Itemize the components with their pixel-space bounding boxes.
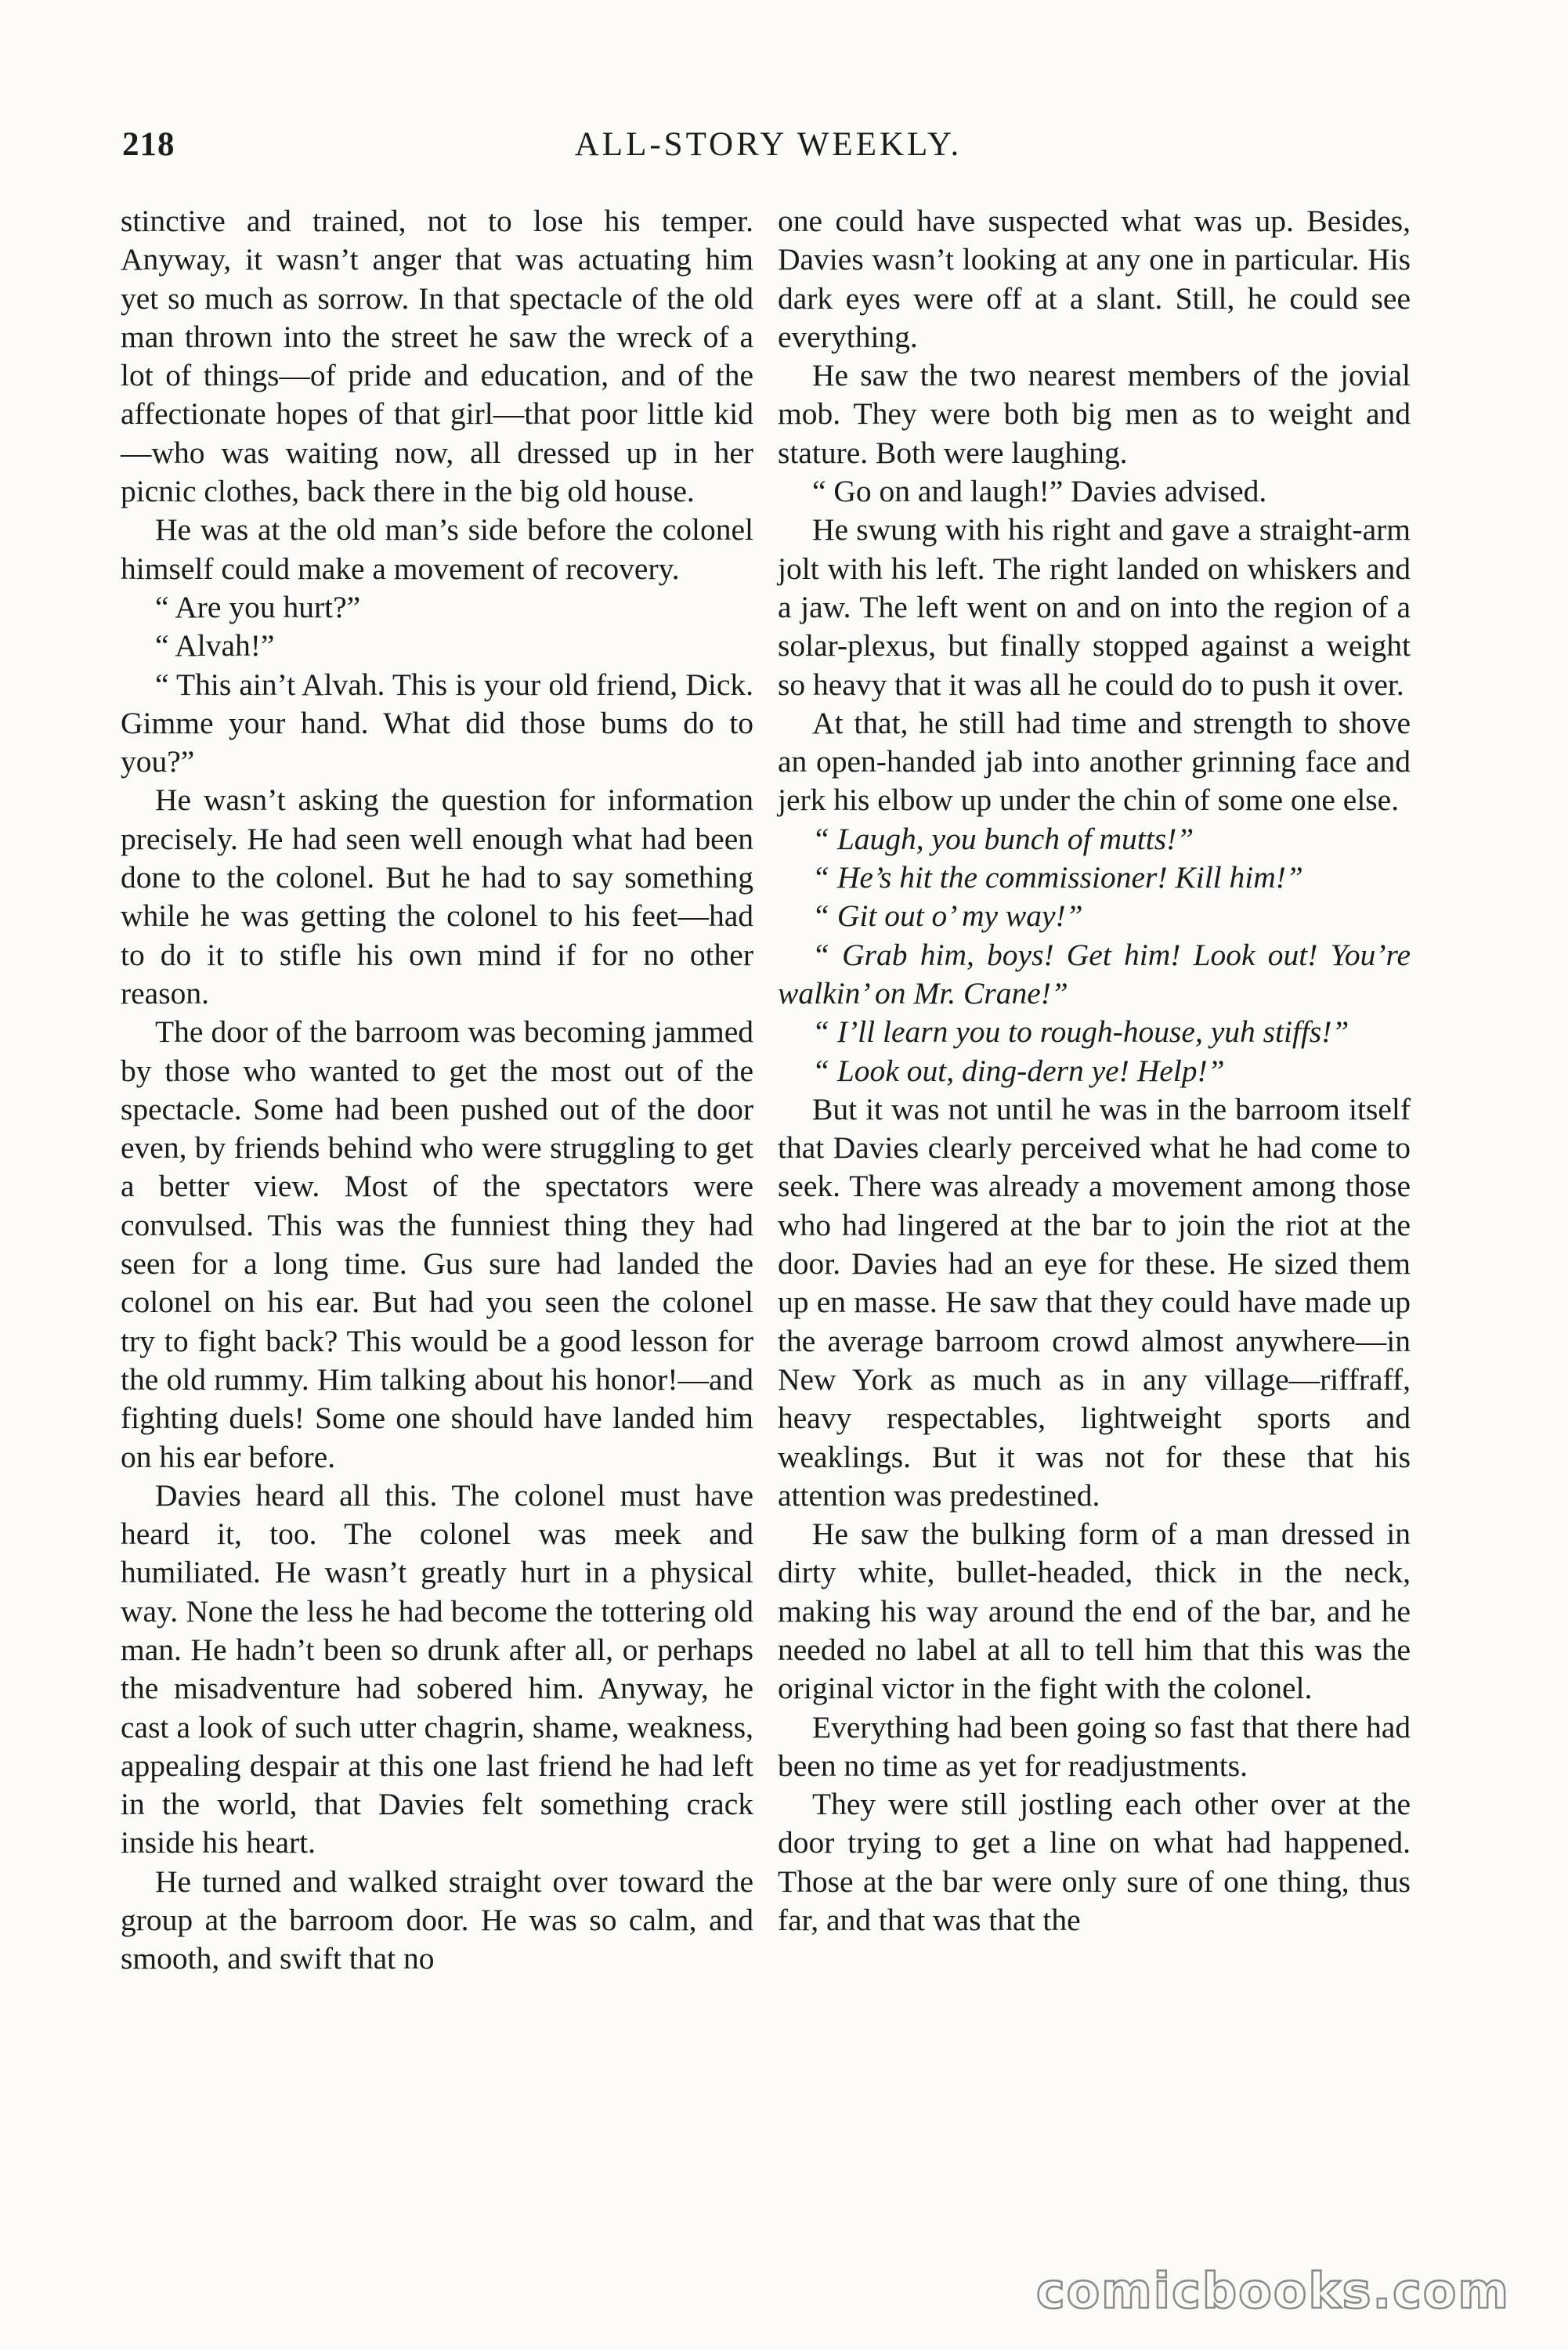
paragraph: Davies heard all this. The colonel must have heard it, too. The colonel was meek and humiliated. He wasn’t greatly hurt in a physical way. None the less he had become the tottering old man. He hadn’t been so drunk after all, or perhaps the misadventure had sobered him. Anyway, he cast a look of such utter chagrin, shame, weakness, appealing despair at this one last friend he had left in the world, that Davies felt something crack inside his heart. bbox=[121, 1477, 753, 1860]
paragraph: He swung with his right and gave a straight-arm jolt with his left. The right landed on whiskers and a jaw. The left went on and on into the region of a solar-plexus, but finally stopped against a weight so heavy that it was all he could do to push it over. bbox=[778, 512, 1411, 702]
dialogue-line: “ Grab him, boys! Get him! Look out! You’re walkin’ on Mr. Crane!” bbox=[778, 937, 1411, 1010]
dialogue-line: “ Alvah!” bbox=[155, 628, 275, 663]
page-number: 218 bbox=[122, 126, 175, 163]
paragraph: one could have suspected what was up. Besides, Davies wasn’t looking at any one in particular. His dark eyes were off at a slant. Still, he could see everything. bbox=[778, 204, 1411, 354]
paragraph: He was at the old man’s side before the colonel himself could make a movement of recovery. bbox=[121, 512, 753, 586]
paragraph: Everything had been going so fast that there had been no time as yet for readjustments. bbox=[778, 1709, 1411, 1783]
paragraph: He wasn’t asking the question for information precisely. He had seen well enough what had been done to the colonel. But he had to say something while he was getting the colonel to his feet—had to do it to stifle his own mind if for no other reason. bbox=[121, 783, 753, 1010]
paragraph: stinctive and trained, not to lose his temper. Anyway, it wasn’t anger that was actuating him yet so much as sorrow. In that spectacle of the old man thrown into the street he saw the wreck of a lot of things—of pride and education, and of the affectionate hopes of that girl—that poor little kid—who was waiting now, all dressed up in her picnic clothes, back there in the big old house. bbox=[121, 204, 753, 509]
dialogue-line: “ Look out, ding-dern ye! Help!” bbox=[812, 1053, 1225, 1088]
dialogue-line: “ He’s hit the commissioner! Kill him!” bbox=[812, 860, 1303, 895]
paragraph: He saw the bulking form of a man dressed in dirty white, bullet-headed, thick in the neck, making his way around the end of the bar, and he needed no label at all to tell him that this was the original victor in the fight with the colonel. bbox=[778, 1517, 1411, 1706]
running-title: ALL-STORY WEEKLY. bbox=[574, 126, 963, 163]
paragraph: He saw the two nearest members of the jovial mob. They were both big men as to weight and stature. Both were laughing. bbox=[778, 358, 1411, 470]
right-column bbox=[778, 202, 1411, 1940]
dialogue-line: “ I’ll learn you to rough-house, yuh stiffs!” bbox=[812, 1014, 1349, 1050]
paragraph: He turned and walked straight over toward the group at the barroom door. He was so calm, and smooth, and swift that no bbox=[121, 1864, 753, 1976]
paragraph: The door of the barroom was becoming jammed by those who wanted to get the most out of the spectacle. Some had been pushed out of the door even, by friends behind who were struggling to get a better view. Most of the spectators were convulsed. This was the funniest thing they had seen for a long time. Gus sure had landed the colonel on his ear. But had you seen the colonel try to fight back? This would be a good lesson for the old rummy. Him talking about his honor!—and fighting duels! Some one should have landed him on his ear before. bbox=[121, 1014, 753, 1474]
dialogue-line: “ Go on and laugh!” Davies advised. bbox=[812, 474, 1267, 509]
paragraph: But it was not until he was in the barroom itself that Davies clearly perceived what he had come to seek. There was already a movement among those who had lingered at the bar to join the riot at the door. Davies had an eye for these. He sized them up en masse. He saw that they could have made up the average barroom crowd almost anywhere—in New York as much as in any village—riffraff, heavy respectables, lightweight sports and weaklings. But it was not for these that his attention was predestined. bbox=[778, 1091, 1411, 1513]
dialogue-line: “ Are you hurt?” bbox=[155, 589, 361, 624]
dialogue-line: “ This ain’t Alvah. This is your old friend, Dick. Gimme your hand. What did those bums do to you?” bbox=[121, 667, 753, 779]
dialogue-line: “ Git out o’ my way!” bbox=[812, 898, 1083, 934]
page-header bbox=[122, 125, 1414, 180]
left-column bbox=[121, 202, 753, 1979]
paragraph: At that, he still had time and strength to shove an open-handed jab into another grinning face and jerk his elbow up under the chin of some one else. bbox=[778, 705, 1411, 818]
paragraph: They were still jostling each other over at the door trying to get a line on what had happened. Those at the bar were only sure of one thing, thus far, and that was that the bbox=[778, 1787, 1411, 1938]
dialogue-line: “ Laugh, you bunch of mutts!” bbox=[812, 821, 1194, 856]
watermark: comicbooks.com bbox=[1035, 2262, 1510, 2319]
